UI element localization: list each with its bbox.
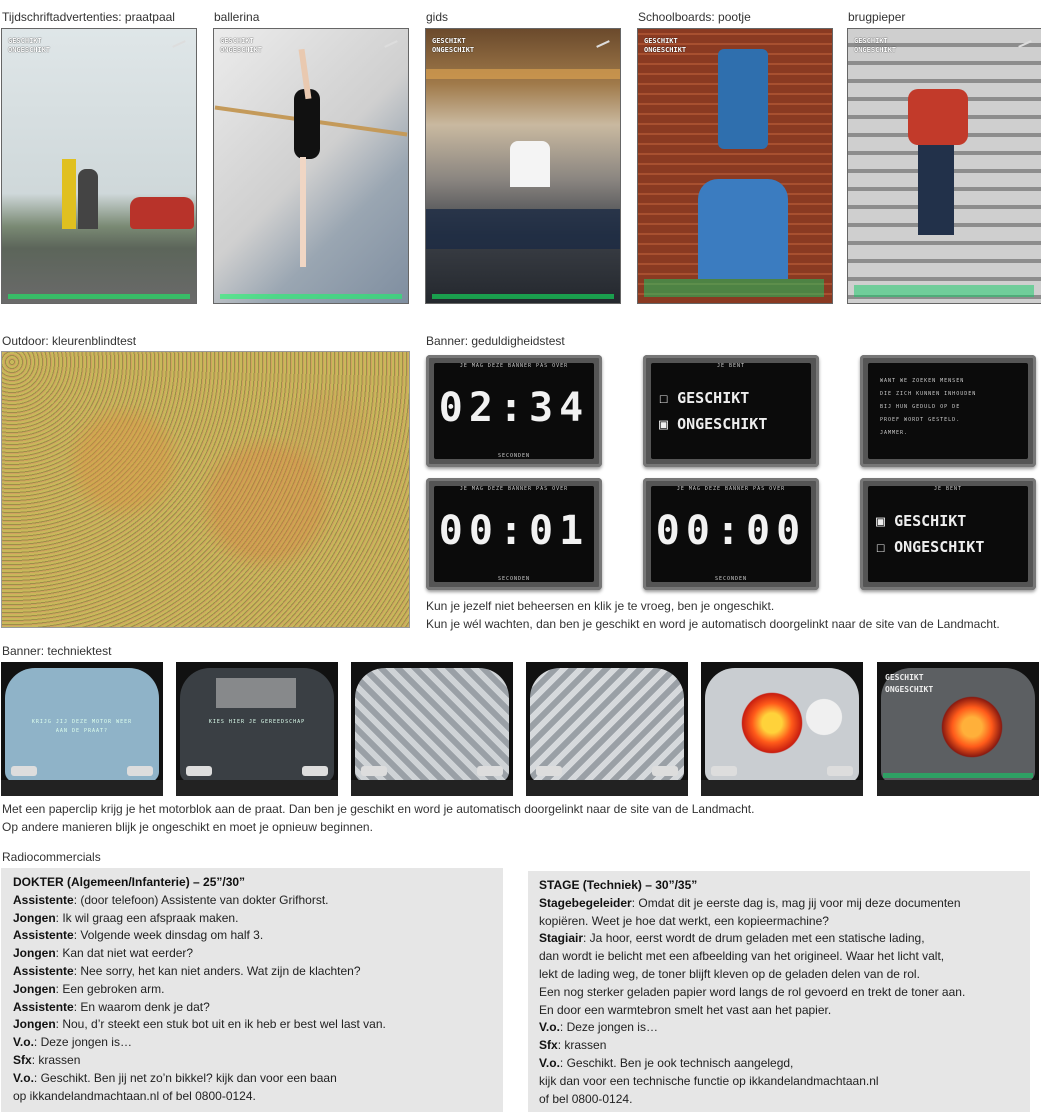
boat-roof-beam [426, 69, 620, 79]
empty-checkbox-icon: ☐ [876, 538, 895, 556]
result-tag: GESCHIKT ONGESCHIKT [885, 673, 934, 694]
banner-message: WANT WE ZOEKEN MENSEN DIE ZICH KUNNEN INHOUDEN BIJ HUN GEDULD OP DE PROEF WORDT GESTELD. JAMMER. [880, 378, 977, 436]
poster-caption-pootje: Schoolboards: pootje [638, 10, 751, 24]
tech-banner-caption: Banner: techniektest [2, 644, 112, 658]
car-bumper [1, 780, 163, 796]
poster-caption-gids: gids [426, 10, 449, 24]
patience-banner-caption: Banner: geduldigheidstest [426, 334, 565, 348]
script-title: STAGE (Techniek) – 30”/35” [539, 878, 698, 892]
poster-tag: GESCHIKT ONGESCHIKT [644, 37, 687, 54]
engine-image [355, 668, 509, 782]
script-line: V.o.: Geschikt. Ben je ook technisch aangelegd, [539, 1055, 794, 1070]
dancer-standing-leg-image [300, 157, 306, 267]
headlight-right [652, 766, 678, 776]
car-frame-2[interactable] [176, 662, 338, 796]
result-banner-ongeschikt[interactable] [643, 355, 819, 467]
banner-screen [868, 486, 1028, 582]
script-line: kopiëren. Weet je hoe dat werkt, een kopieermachine? [539, 913, 829, 928]
script-line: En door een warmtebron smelt het vast aan het papier. [539, 1002, 832, 1017]
car-frame-6[interactable] [877, 662, 1039, 796]
landmacht-logo [384, 40, 398, 48]
headlight-left [711, 766, 737, 776]
script-line: of bel 0800-0124. [539, 1091, 633, 1106]
banner-top-text: JE BENT [716, 363, 746, 369]
outdoor-caption: Outdoor: kleurenblindtest [2, 334, 137, 348]
car-frame-5[interactable] [701, 662, 863, 796]
headlight-left [361, 766, 387, 776]
radio-caption: Radiocommercials [2, 850, 101, 864]
headlight-right [827, 766, 853, 776]
script-line: dan wordt ie belicht met een afbeelding van het origineel. Waar het licht valt, [539, 949, 945, 964]
link-bar [883, 773, 1033, 778]
poster-gids [425, 28, 621, 304]
backpack-image [908, 89, 968, 145]
car-image [130, 197, 194, 229]
radio-script-dokter [1, 868, 503, 1112]
script-line: Assistente: Nee sorry, het kan niet anders. Wat zijn de klachten? [13, 963, 361, 978]
script-line: V.o.: Geschikt. Ben jij net zo’n bikkel? kijk dan voor een baan [13, 1070, 337, 1085]
script-line: Jongen: Nou, d’r steekt een stuk bot uit en ik heb er best wel last van. [13, 1017, 386, 1032]
smoke-cloud-icon [799, 692, 849, 742]
poster-footer-bar [220, 294, 402, 299]
option-geschikt: ▣ GESCHIKT [876, 512, 967, 530]
dancer-body-image [294, 89, 320, 159]
patience-note-1: Kun je jezelf niet beheersen en klik je te vroeg, ben je ongeschikt. [426, 599, 775, 613]
poster-ballerina [213, 28, 409, 304]
car-frame-text: KRIJG JIJ DEZE MOTOR WEER AAN DE PRAAT? [31, 719, 133, 734]
headlight-right [477, 766, 503, 776]
empty-checkbox-icon: ☐ [659, 389, 678, 407]
poster-pootje [637, 28, 833, 304]
script-line: Assistente: Volgende week dinsdag om half 3. [13, 928, 264, 943]
banner-screen [651, 363, 811, 459]
car-frame-text: KIES HIER JE GEREEDSCHAP [208, 719, 306, 725]
checked-checkbox-icon: ▣ [876, 512, 895, 530]
car-bumper [351, 780, 513, 796]
script-line: Jongen: Een gebroken arm. [13, 981, 165, 996]
script-line: Een nog sterker geladen papier word langs de rol gevoerd en trekt de toner aan. [539, 984, 966, 999]
radio-script-stage [528, 871, 1030, 1112]
message-banner[interactable] [860, 355, 1036, 467]
landmacht-logo [596, 40, 610, 48]
script-line: Assistente: (door telefoon) Assistente van dokter Grifhorst. [13, 892, 329, 907]
poster-footer-bar [644, 279, 824, 297]
explosion-icon [737, 688, 807, 758]
seats-image [426, 209, 620, 249]
script-line: Jongen: Ik wil graag een afspraak maken. [13, 910, 239, 925]
person-image [78, 169, 98, 229]
banner-top-text: JE MAG DEZE BANNER PAS OVER [459, 486, 569, 492]
headlight-left [536, 766, 562, 776]
car-bumper [526, 780, 688, 796]
banner-bottom-text: SECONDEN [497, 453, 531, 459]
colorblind-test-image [1, 351, 410, 628]
script-line: op ikkandelandmachtaan.nl of bel 0800-0124. [13, 1088, 256, 1103]
checked-checkbox-icon: ▣ [659, 415, 678, 433]
countdown-digits: 00:01 [438, 508, 590, 554]
banner-top-text: JE BENT [933, 486, 963, 492]
poster-footer-bar [854, 285, 1034, 297]
script-line: V.o.: Deze jongen is… [539, 1020, 658, 1035]
timer-banner-3[interactable] [643, 478, 819, 590]
poster-footer-bar [8, 294, 190, 299]
poster-tag: GESCHIKT ONGESCHIKT [432, 37, 475, 54]
poster-praatpaal [1, 28, 197, 304]
tools-image [216, 678, 296, 708]
patience-note-2: Kun je wél wachten, dan ben je geschikt en word je automatisch doorgelinkt naar de site van de Landmacht. [426, 617, 1000, 631]
script-line: Jongen: Kan dat niet wat eerder? [13, 946, 194, 961]
tech-note-2: Op andere manieren blijk je ongeschikt en moet je opnieuw beginnen. [2, 820, 373, 834]
student-image [918, 145, 954, 235]
car-bumper [877, 780, 1039, 796]
countdown-digits: 02:34 [438, 385, 590, 431]
emergency-pole-image [62, 159, 76, 229]
landmacht-logo [1018, 40, 1032, 48]
headlight-right [127, 766, 153, 776]
poster-brugpieper [847, 28, 1041, 304]
car-bumper [701, 780, 863, 796]
car-frame-4[interactable] [526, 662, 688, 796]
script-line: Stagebegeleider: Omdat dit je eerste dag is, mag jij voor mij deze documenten [539, 895, 961, 910]
banner-top-text: JE MAG DEZE BANNER PAS OVER [676, 486, 786, 492]
countdown-digits: 00:00 [655, 508, 807, 554]
script-line: Assistente: En waarom denk je dat? [13, 999, 210, 1014]
poster-footer-bar [432, 294, 614, 299]
script-line: kijk dan voor een technische functie op ikkandelandmachtaan.nl [539, 1073, 879, 1088]
timer-banner-1[interactable] [426, 355, 602, 467]
script-line: Sfx: krassen [13, 1052, 81, 1067]
banner-bottom-text: SECONDEN [714, 576, 748, 582]
poster-tag: GESCHIKT ONGESCHIKT [854, 37, 897, 54]
script-line: Stagiair: Ja hoor, eerst wordt de drum geladen met een statische lading, [539, 931, 925, 946]
car-bumper [176, 780, 338, 796]
result-banner-geschikt[interactable] [860, 478, 1036, 590]
helper-image [698, 179, 788, 279]
tech-note-1: Met een paperclip krijg je het motorblok aan de praat. Dan ben je geschikt en word je automatisch doorgelinkt naar de site van de Landmacht. [2, 802, 755, 816]
script-title: DOKTER (Algemeen/Infanterie) – 25”/30” [13, 875, 246, 889]
guide-person-image [510, 141, 550, 187]
option-ongeschikt: ▣ ONGESCHIKT [659, 415, 768, 433]
timer-banner-2[interactable] [426, 478, 602, 590]
script-line: lekt de lading weg, de toner blijft kleven op de geladen delen van de rol. [539, 966, 920, 981]
poster-tag: GESCHIKT ONGESCHIKT [8, 37, 51, 54]
headlight-left [11, 766, 37, 776]
headlight-left [186, 766, 212, 776]
poster-tag: GESCHIKT ONGESCHIKT [220, 37, 263, 54]
script-line: V.o.: Deze jongen is… [13, 1035, 132, 1050]
script-line: Sfx: krassen [539, 1038, 607, 1053]
headlight-right [302, 766, 328, 776]
poster-caption-ballerina: ballerina [214, 10, 260, 24]
car-frame-3[interactable] [351, 662, 513, 796]
option-ongeschikt: ☐ ONGESCHIKT [876, 538, 985, 556]
explosion-icon [937, 692, 1007, 762]
climber-image [718, 49, 768, 149]
poster-caption-praatpaal: Tijdschriftadvertenties: praatpaal [2, 10, 175, 24]
landmacht-logo [172, 40, 186, 48]
car-frame-1[interactable] [1, 662, 163, 796]
poster-caption-brugpieper: brugpieper [848, 10, 906, 24]
banner-bottom-text: SECONDEN [497, 576, 531, 582]
banner-top-text: JE MAG DEZE BANNER PAS OVER [459, 363, 569, 369]
engine-image [530, 668, 684, 782]
option-geschikt: ☐ GESCHIKT [659, 389, 750, 407]
